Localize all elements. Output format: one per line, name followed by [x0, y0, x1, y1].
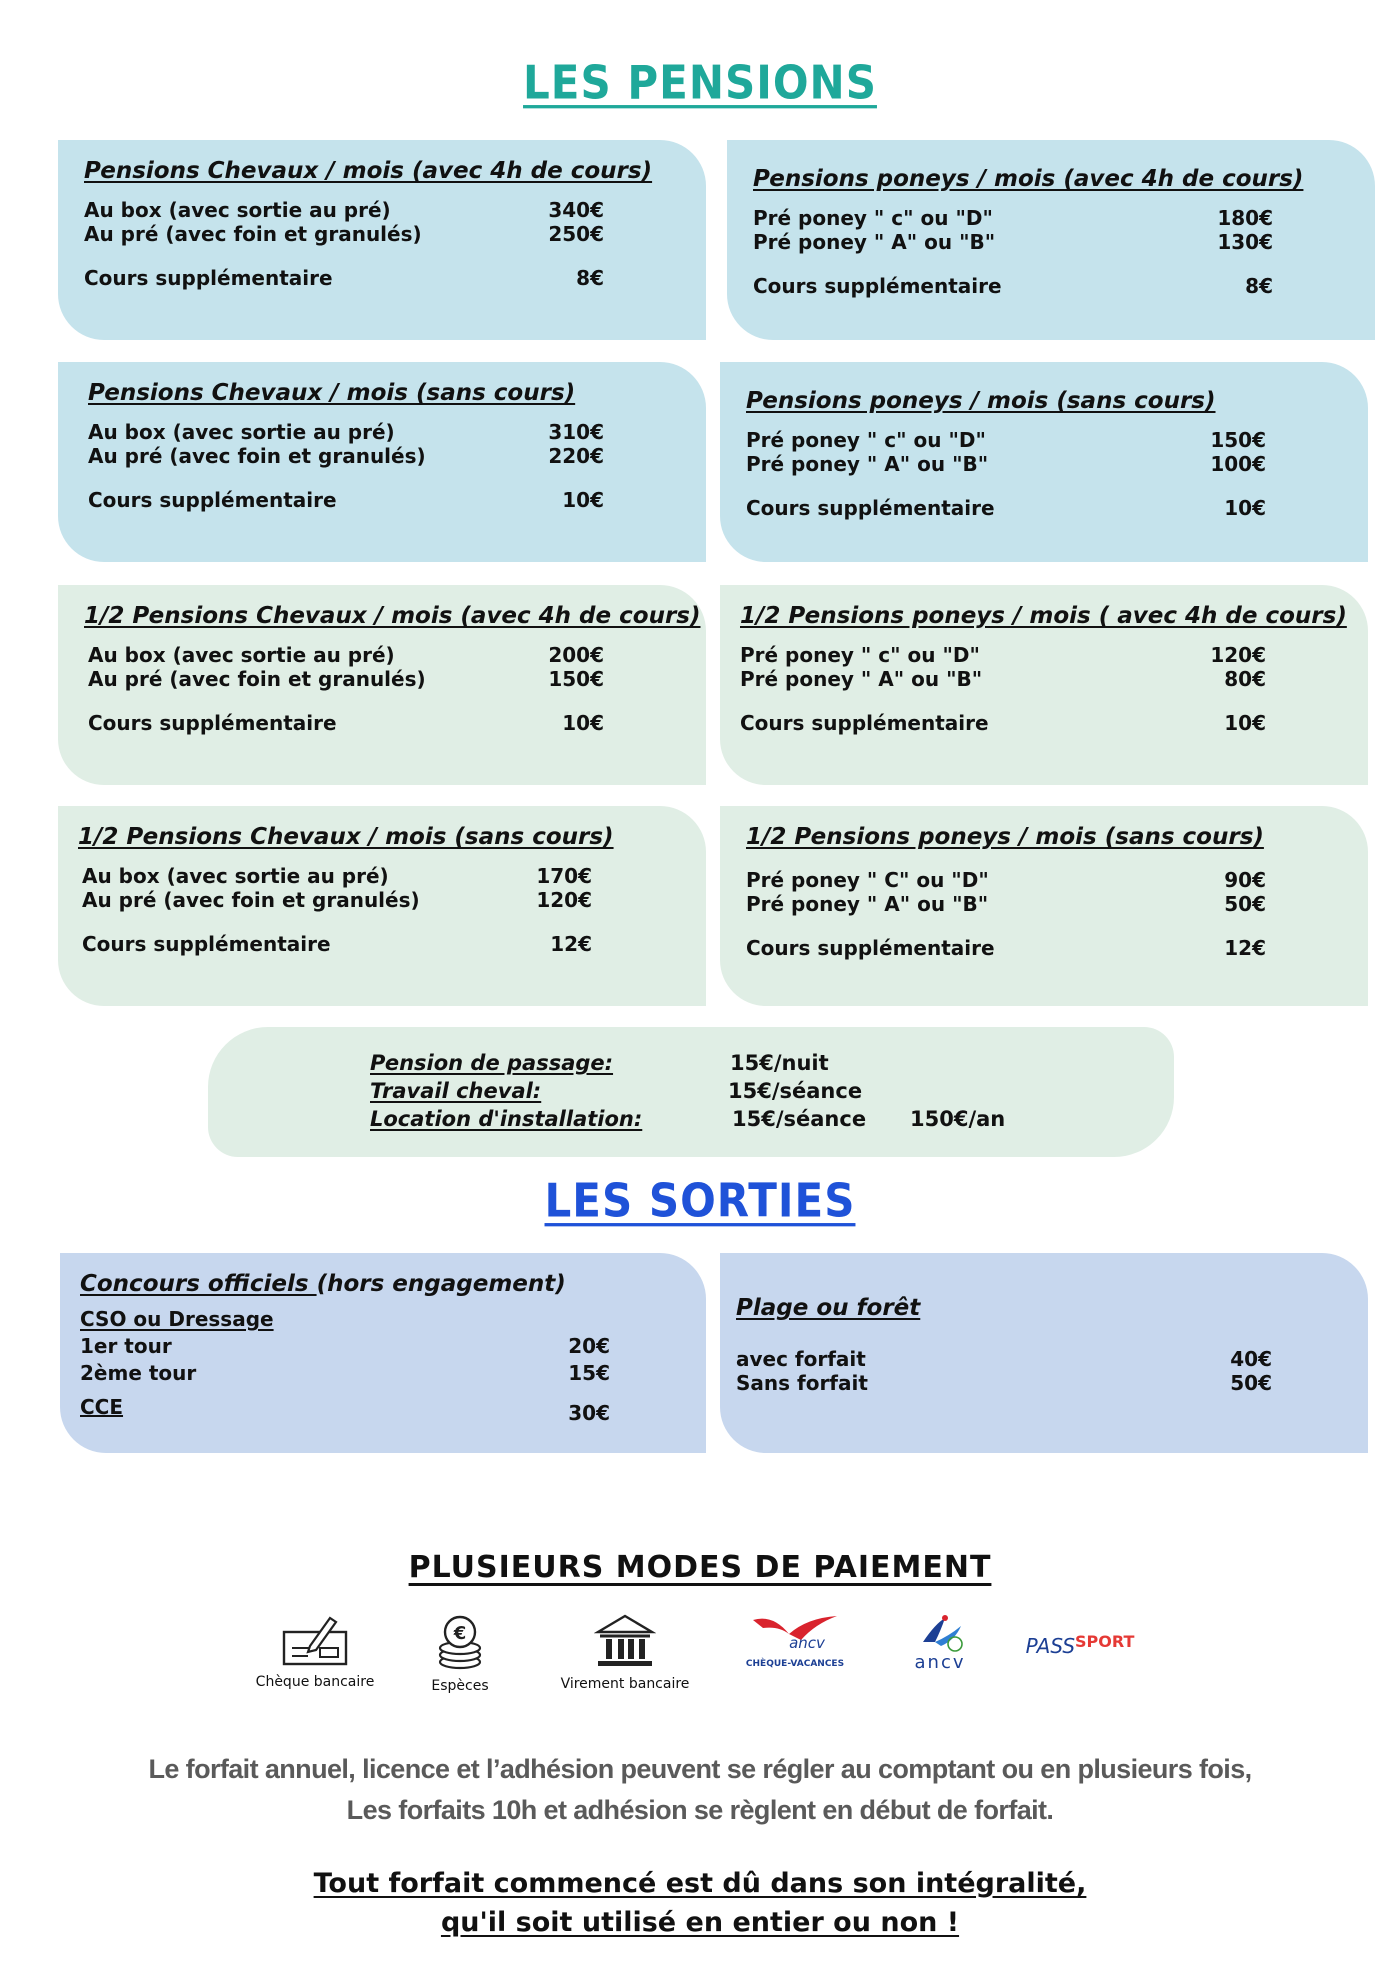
row-price: 8€: [576, 266, 604, 290]
price-row: [84, 198, 684, 222]
row-label: Pré poney " C" ou "D": [746, 868, 989, 892]
row-label: Pré poney " A" ou "B": [746, 892, 989, 916]
card-pension-chevaux-sans-cours: [58, 362, 706, 562]
row-label: Pré poney " A" ou "B": [740, 667, 983, 691]
price-row: [740, 711, 1346, 735]
row-label: Cours supplémentaire: [740, 711, 989, 735]
row-price: 150€: [548, 667, 604, 691]
row-price: 100€: [1210, 452, 1266, 476]
ancv-sport-logo: [905, 1612, 975, 1656]
price-row: [88, 420, 684, 444]
payment-ancv-cheque-vacances: [740, 1612, 850, 1678]
payment-methods: [250, 1612, 1150, 1702]
passage-row: [370, 1105, 1174, 1133]
passage-label: Location d'installation:: [370, 1107, 643, 1131]
warning-forfait-du: Tout forfait commencé est dû dans son intégralité,: [313, 1868, 1087, 1899]
price-row: [753, 206, 1353, 230]
row-label: Cours supplémentaire: [88, 711, 337, 735]
row-label: Sans forfait: [736, 1371, 868, 1395]
price-row: [746, 496, 1346, 520]
row-price: 120€: [1210, 643, 1266, 667]
card-title: Pensions Chevaux / mois (sans cours): [88, 380, 576, 406]
row-price: 10€: [1224, 711, 1266, 735]
row-price: 180€: [1217, 206, 1273, 230]
row-price: 10€: [1224, 496, 1266, 520]
row-label: 2ème tour: [80, 1361, 197, 1385]
row-label: Pré poney " c" ou "D": [740, 643, 980, 667]
card-title: Concours officiels (hors engagement): [80, 1271, 566, 1297]
coins-icon: [432, 1612, 488, 1672]
row-price: 50€: [1224, 892, 1266, 916]
row-price: 8€: [1245, 274, 1273, 298]
pass-sport-logo-sport: SPORT: [1075, 1632, 1135, 1651]
note-forfaits-10h: Les forfaits 10h et adhésion se règlent en début de forfait.: [346, 1795, 1054, 1825]
payment-label: Chèque bancaire: [255, 1674, 375, 1690]
row-price: 40€: [1230, 1347, 1272, 1371]
row-label: Au box (avec sortie au pré): [84, 198, 391, 222]
row-label: 1er tour: [80, 1334, 172, 1358]
payment-ancv-sport: [890, 1612, 990, 1683]
card-title: Pensions poneys / mois (avec 4h de cours): [753, 166, 1304, 192]
payment-label: Espèces: [431, 1678, 489, 1694]
row-label: Cours supplémentaire: [84, 266, 333, 290]
row-price: 150€: [1210, 428, 1266, 452]
row-label: Au pré (avec foin et granulés): [88, 444, 426, 468]
price-row: [736, 1347, 1348, 1371]
payment-cheque: [250, 1612, 380, 1690]
price-row: [746, 936, 1346, 960]
row-label: Pré poney " c" ou "D": [746, 428, 986, 452]
row-price: 310€: [548, 420, 604, 444]
card-pension-poneys-avec-cours: [727, 140, 1375, 340]
row-price: 170€: [536, 864, 592, 888]
section-title-paiement: PLUSIEURS MODES DE PAIEMENT: [408, 1550, 992, 1585]
card-demi-pension-poneys-sans-cours: [720, 806, 1368, 1006]
row-label: Cours supplémentaire: [82, 932, 331, 956]
row-label: Au pré (avec foin et granulés): [84, 222, 422, 246]
card-pension-chevaux-avec-cours: [58, 140, 706, 340]
payment-especes: [410, 1612, 510, 1694]
row-label: avec forfait: [736, 1347, 866, 1371]
passage-label: Pension de passage:: [370, 1051, 614, 1075]
price-row: [84, 667, 684, 691]
row-price: 200€: [548, 643, 604, 667]
payment-label: ancv: [914, 1652, 966, 1673]
row-label: Pré poney " A" ou "B": [753, 230, 996, 254]
row-price: 340€: [548, 198, 604, 222]
passage-row: [370, 1077, 1174, 1105]
passage-box: [208, 1027, 1174, 1157]
row-label: Au box (avec sortie au pré): [88, 420, 395, 444]
row-label: Cours supplémentaire: [753, 274, 1002, 298]
price-row: [740, 643, 1346, 667]
price-row: [88, 488, 684, 512]
row-label: Cours supplémentaire: [746, 936, 995, 960]
cheque-icon: [280, 1612, 350, 1668]
card-concours-officiels: [60, 1253, 706, 1453]
pass-sport-logo: PASS: [1025, 1634, 1076, 1658]
card-title: Pensions poneys / mois (sans cours): [746, 388, 1216, 414]
card-title: 1/2 Pensions Chevaux / mois (avec 4h de cours): [84, 603, 701, 629]
passage-value-annual: 150€/an: [910, 1107, 1006, 1131]
price-row: [746, 452, 1346, 476]
price-row: [746, 428, 1346, 452]
row-price: 130€: [1217, 230, 1273, 254]
row-price: 220€: [548, 444, 604, 468]
price-row: [84, 643, 684, 667]
row-price: 120€: [536, 888, 592, 912]
price-row: [80, 1387, 686, 1425]
subhead-cso-dressage: CSO ou Dressage: [80, 1307, 274, 1331]
row-label: Au box (avec sortie au pré): [88, 643, 395, 667]
card-title: Plage ou forêt: [736, 1295, 921, 1321]
price-row: [80, 1360, 686, 1387]
price-row: [80, 1333, 686, 1360]
passage-row: [370, 1049, 1174, 1077]
price-row: [78, 932, 684, 956]
row-price: 90€: [1224, 868, 1266, 892]
card-title: 1/2 Pensions poneys / mois (sans cours): [746, 824, 1264, 850]
row-price: 50€: [1230, 1371, 1272, 1395]
section-title-pensions: LES PENSIONS: [523, 55, 877, 110]
passage-value: 15€/séance: [728, 1079, 863, 1103]
payment-pass-sport: [1010, 1634, 1150, 1658]
row-label: Au box (avec sortie au pré): [82, 864, 389, 888]
card-title-extra: (hors engagement): [316, 1271, 566, 1297]
row-price: 12€: [550, 932, 592, 956]
card-plage-foret: [720, 1253, 1368, 1453]
price-row: [84, 222, 684, 246]
row-label: Cours supplémentaire: [746, 496, 995, 520]
price-row: [746, 892, 1346, 916]
card-title: 1/2 Pensions Chevaux / mois (sans cours): [78, 824, 614, 850]
card-demi-pension-chevaux-sans-cours: [58, 806, 706, 1006]
row-label: Au pré (avec foin et granulés): [82, 888, 420, 912]
warning-forfait-utilise: qu'il soit utilisé en entier ou non !: [440, 1907, 960, 1938]
row-price: 80€: [1224, 667, 1266, 691]
price-row: [746, 868, 1346, 892]
price-row: [753, 274, 1353, 298]
row-label: Cours supplémentaire: [88, 488, 337, 512]
row-price: 12€: [1224, 936, 1266, 960]
svg-text:ancv: ancv: [789, 1634, 825, 1652]
price-row: [78, 864, 684, 888]
ancv-cheque-vacances-logo: [745, 1612, 845, 1656]
svg-text:€: €: [453, 1623, 467, 1644]
price-row: [84, 266, 684, 290]
row-price: 30€: [568, 1401, 610, 1425]
card-demi-pension-poneys-avec-cours: [720, 585, 1368, 785]
passage-label: Travail cheval:: [370, 1079, 542, 1103]
row-label: CCE: [80, 1395, 124, 1419]
payment-label: CHÈQUE-VACANCES: [745, 1659, 845, 1669]
row-price: 250€: [548, 222, 604, 246]
row-label: Pré poney " c" ou "D": [753, 206, 993, 230]
payment-label: Virement bancaire: [560, 1676, 690, 1692]
payment-virement: [550, 1612, 700, 1692]
section-title-sorties: LES SORTIES: [544, 1173, 856, 1228]
price-row: [88, 444, 684, 468]
card-title: 1/2 Pensions poneys / mois ( avec 4h de cours): [740, 603, 1347, 629]
card-title: Pensions Chevaux / mois (avec 4h de cours): [84, 158, 653, 184]
price-row: [740, 667, 1346, 691]
price-row: [78, 888, 684, 912]
card-pension-poneys-sans-cours: [720, 362, 1368, 562]
card-demi-pension-chevaux-avec-cours: [58, 585, 706, 785]
passage-value: 15€/nuit: [730, 1051, 829, 1075]
price-row: [84, 711, 684, 735]
row-price: 10€: [562, 488, 604, 512]
row-price: 20€: [568, 1334, 610, 1358]
price-row: [753, 230, 1353, 254]
price-row: [736, 1371, 1348, 1395]
note-forfait-annuel: Le forfait annuel, licence et l’adhésion peuvent se régler au comptant ou en plusieurs fois,: [148, 1754, 1252, 1784]
row-label: Au pré (avec foin et granulés): [88, 667, 426, 691]
row-label: Pré poney " A" ou "B": [746, 452, 989, 476]
row-price: 15€: [568, 1361, 610, 1385]
bank-icon: [594, 1612, 656, 1670]
row-price: 10€: [562, 711, 604, 735]
passage-value: 15€/séance: [732, 1107, 867, 1131]
